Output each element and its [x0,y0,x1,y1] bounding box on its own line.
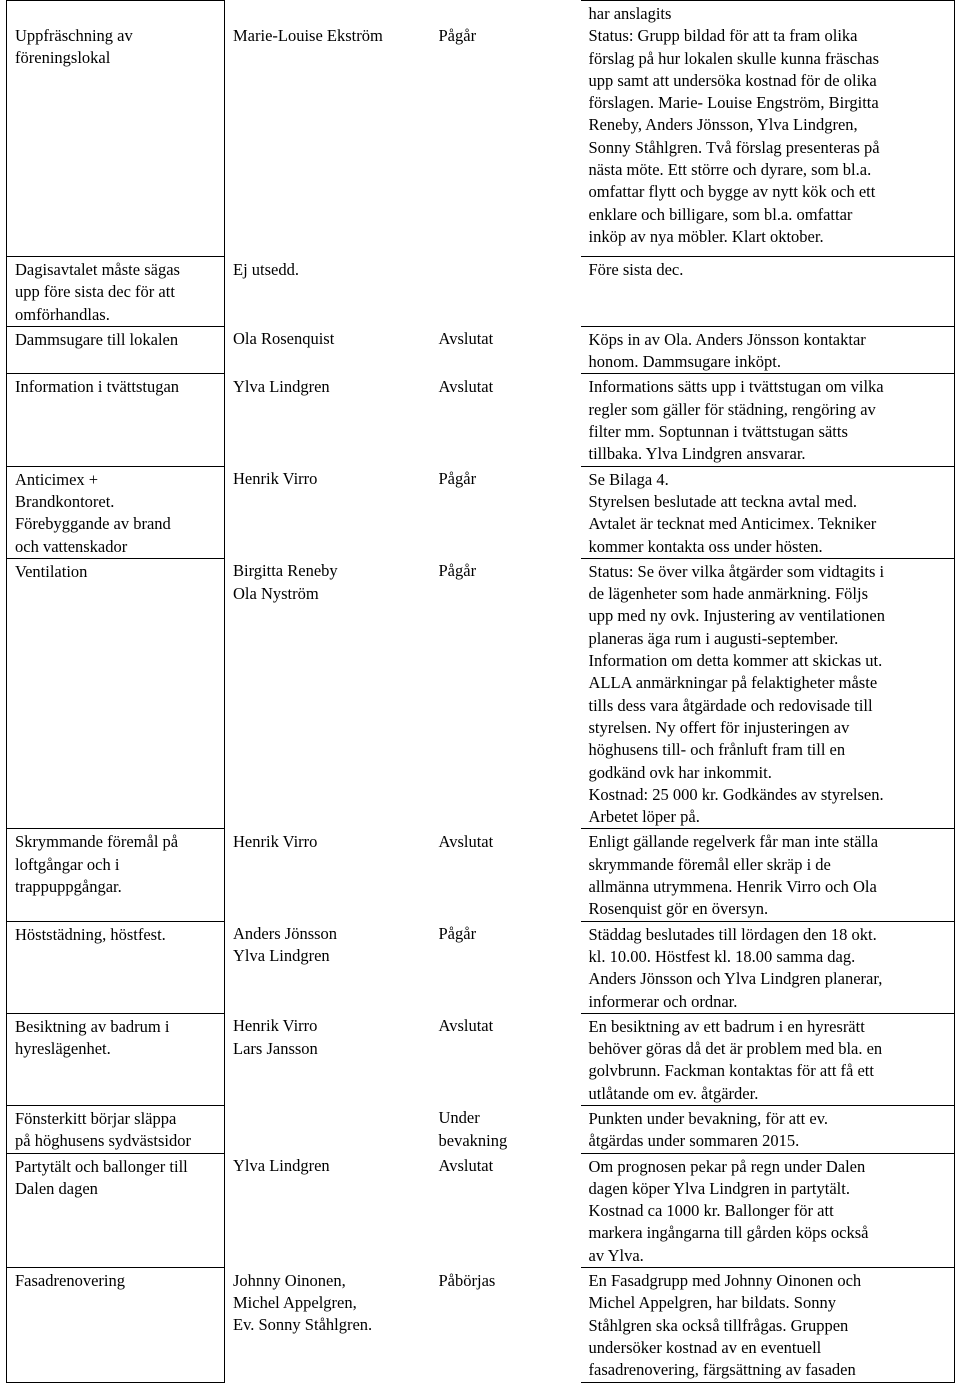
responsible-cell [225,1268,431,1382]
topic-line: Information i tvättstugan [15,377,180,397]
responsible-line: Henrik Virro [233,469,318,489]
comment-line: undersöker kostnad av en eventuell [588,1337,822,1357]
topic-line: Ventilation [15,561,88,581]
comment-cell [581,921,955,1013]
status-line: Avslutat [438,329,494,349]
comment-cell [581,466,955,558]
topic-line: Dammsugare till lokalen [15,329,179,349]
table-row [7,829,955,921]
responsible-line: Michel Appelgren, [233,1292,357,1312]
responsible-cell [225,257,431,327]
comment-cell [581,829,955,921]
comment-line: styrelsen. Ny offert för injusteringen av [588,717,850,737]
comment-line: Se Bilaga 4. [588,469,669,489]
comment-line: planeras äga rum i augusti-september. [588,628,839,648]
table-row [7,257,955,327]
table-row [7,326,955,374]
responsible-line: Marie-Louise Ekström [233,25,383,45]
status-line: Påbörjas [438,1270,496,1290]
responsible-line: Ylva Lindgren [233,1156,330,1176]
comment-line: utlåtande om ev. åtgärder. [588,1083,759,1103]
status-cell [431,257,581,327]
topic-line: upp före sista dec för att [15,282,175,302]
comment-line: godkänd ovk har inkommit. [588,762,772,782]
comment-line: Avtalet är tecknat med Anticimex. Tekniker [588,514,877,534]
responsible-line: Ola Rosenquist [233,329,335,349]
responsible-line: Ola Nyström [233,583,319,603]
comment-line: Anders Jönsson och Ylva Lindgren planerar, [588,969,883,989]
comment-cell [581,1,955,257]
comment-line: av Ylva. [588,1245,644,1265]
topic-line: Anticimex + [15,469,99,489]
comment-line: En Fasadgrupp med Johnny Oinonen och [588,1271,862,1291]
comment-line: Punkten under bevakning, för att ev. [588,1108,828,1128]
responsible-cell [225,829,431,921]
status-cell [431,558,581,829]
responsible-line: Lars Jansson [233,1038,318,1058]
responsible-cell [225,374,431,466]
responsible-cell [225,1153,431,1267]
comment-line: förslagen. Marie- Louise Engström, Birgitta [588,93,879,113]
comment-cell [581,558,955,829]
responsible-line: Johnny Oinonen, [233,1270,346,1290]
topic-cell [7,1268,225,1382]
responsible-cell [225,1,431,257]
topic-line: Fönsterkitt börjar släppa [15,1108,177,1128]
table-row [7,1,955,257]
comment-line: Arbetet löper på. [588,807,700,827]
topic-line: Förebyggande av brand [15,514,171,534]
comment-line: En besiktning av ett badrum i en hyresrätt [588,1016,865,1036]
table-row [7,374,955,466]
topic-line: Uppfräschning av [15,26,133,45]
topic-line: på höghusens sydvästsidor [15,1131,191,1151]
comment-cell [581,374,955,466]
comment-line: Före sista dec. [588,260,684,279]
topic-line: omförhandlas. [15,304,110,324]
responsible-line: Henrik Virro [233,831,318,851]
comment-line: kommer kontakta oss under hösten. [588,536,823,556]
comment-line: skrymmande föremål eller skräp i de [588,854,831,874]
responsible-cell [225,558,431,829]
table-row [7,1268,955,1382]
topic-cell [7,1013,225,1105]
comment-cell [581,257,955,327]
comment-cell [581,1013,955,1105]
status-line: Avslutat [438,1156,494,1176]
topic-cell [7,829,225,921]
comment-cell [581,1153,955,1267]
comment-line: tills dess vara åtgärdade och redovisade till [588,695,873,715]
comment-line: har anslagits [588,4,672,23]
comment-line: Reneby, Anders Jönsson, Ylva Lindgren, [588,115,858,135]
topic-cell [7,466,225,558]
topic-cell [7,1,225,257]
topic-line: föreningslokal [15,48,111,68]
topic-line: Besiktning av badrum i [15,1016,170,1036]
status-line: Avslutat [438,376,494,396]
topic-line: loftgångar och i [15,854,120,874]
topic-line: Brandkontoret. [15,491,115,511]
topic-cell [7,374,225,466]
comment-line: enklare och billigare, som bl.a. omfattar [588,204,853,224]
status-cell [431,921,581,1013]
status-line: bevakning [438,1130,508,1150]
responsible-cell [225,921,431,1013]
status-line: Under [438,1108,480,1128]
status-line: Pågår [438,561,477,581]
responsible-line: Ylva Lindgren [233,376,330,396]
status-cell [431,326,581,374]
status-cell [431,1105,581,1153]
comment-line: upp med ny ovk. Injustering av ventilationen [588,606,885,626]
topic-line: trappuppgångar. [15,877,122,897]
comment-line: upp samt att undersöka kostnad för de olika [588,70,877,90]
responsible-line: Ej utsedd. [233,259,299,279]
comment-line: Kostnad: 25 000 kr. Godkändes av styrelsen. [588,784,884,804]
status-cell [431,374,581,466]
comment-line: Information om detta kommer att skickas ut. [588,651,883,671]
table-body [7,1,955,1383]
responsible-line: Anders Jönsson [233,924,338,944]
comment-line: honom. Dammsugare inköpt. [588,352,781,372]
responsible-cell [225,326,431,374]
comment-line: markera ingångarna till gården köps också [588,1223,869,1243]
table-row [7,558,955,829]
comment-line: Michel Appelgren, har bildats. Sonny [588,1293,836,1313]
topic-cell [7,921,225,1013]
comment-line: informerar och ordnar. [588,991,738,1011]
status-line: Avslutat [438,831,494,851]
topic-line: Höststädning, höstfest. [15,924,166,944]
comment-line: kl. 10.00. Höstfest kl. 18.00 samma dag. [588,946,856,966]
comment-line: regler som gäller för städning, rengöring av [588,399,876,419]
table-row [7,1153,955,1267]
responsible-line: Birgitta Reneby [233,561,338,581]
comment-line: nästa möte. Ett större och dyrare, som bl.a. [588,160,872,180]
responsible-line: Ylva Lindgren [233,946,330,966]
table-row [7,1013,955,1105]
topic-line: Fasadrenovering [15,1271,125,1291]
comment-line: Städdag beslutades till lördagen den 18 okt. [588,924,877,944]
comment-line: de lägenheter som hade anmärkning. Följs [588,584,869,604]
comment-line: höghusens till- och frånluft fram till en [588,740,846,760]
comment-cell [581,1268,955,1382]
comment-cell [581,326,955,374]
topic-cell [7,558,225,829]
topic-cell [7,326,225,374]
comment-line: förslag på hur lokalen skulle kunna fräschas [588,48,879,68]
status-cell [431,466,581,558]
topic-line: Partytält och ballonger till [15,1156,188,1176]
comment-line: golvbrunn. Fackman kontaktas för att få ett [588,1061,874,1081]
responsible-cell [225,466,431,558]
comment-line: Sonny Ståhlgren. Två förslag presenteras på [588,137,880,157]
topic-line: Dagisavtalet måste sägas [15,260,180,279]
status-cell [431,1153,581,1267]
table-row [7,466,955,558]
topic-cell [7,257,225,327]
comment-cell [581,1105,955,1153]
responsible-cell [225,1105,431,1153]
table-row [7,1105,955,1153]
status-line: Pågår [438,25,477,45]
comment-line: Köps in av Ola. Anders Jönsson kontaktar [588,329,866,349]
status-cell [431,1,581,257]
comment-line: omfattar flytt och bygge av nytt kök och ett [588,182,876,202]
comment-line: ALLA anmärkningar på felaktigheter måste [588,673,878,693]
comment-line: Rosenquist gör en översyn. [588,899,769,919]
topic-line: Dalen dagen [15,1178,98,1198]
comment-line: tillbaka. Ylva Lindgren ansvarar. [588,444,806,464]
status-cell [431,1268,581,1382]
status-line: Avslutat [438,1016,494,1036]
status-cell [431,829,581,921]
comment-line: filter mm. Soptunnan i tvättstugan sätts [588,422,848,442]
topic-cell [7,1153,225,1267]
comment-line: Status: Se över vilka åtgärder som vidtagits i [588,561,885,581]
comment-line: Status: Grupp bildad för att ta fram olika [588,26,858,46]
comment-line: Kostnad ca 1000 kr. Ballonger för att [588,1201,834,1221]
comment-line: Ståhlgren ska också tillfrågas. Gruppen [588,1315,849,1335]
comment-line: åtgärdas under sommaren 2015. [588,1131,800,1151]
comment-line: inköp av nya möbler. Klart oktober. [588,226,824,246]
comment-line: allmänna utrymmena. Henrik Virro och Ola [588,877,877,897]
status-line: Pågår [438,924,477,944]
comment-line: fasadrenovering, färgsättning av fasaden [588,1360,856,1380]
status-line: Pågår [438,469,477,489]
comment-line: Informations sätts upp i tvättstugan om vilka [588,377,884,397]
responsible-line: Henrik Virro [233,1016,318,1036]
topic-line: och vattenskador [15,536,128,556]
status-table [6,0,955,1383]
responsible-cell [225,1013,431,1105]
comment-line: Styrelsen beslutade att teckna avtal med. [588,491,857,511]
table-row [7,921,955,1013]
topic-line: hyreslägenhet. [15,1039,111,1059]
comment-line: Enligt gällande regelverk får man inte ställa [588,832,879,852]
topic-cell [7,1105,225,1153]
responsible-line: Ev. Sonny Ståhlgren. [233,1315,373,1335]
topic-line: Skrymmande föremål på [15,832,179,852]
comment-line: behöver göras då det är problem med bla. en [588,1039,883,1059]
comment-line: Om prognosen pekar på regn under Dalen [588,1156,866,1176]
status-cell [431,1013,581,1105]
comment-line: dagen köper Ylva Lindgren in partytält. [588,1178,850,1198]
